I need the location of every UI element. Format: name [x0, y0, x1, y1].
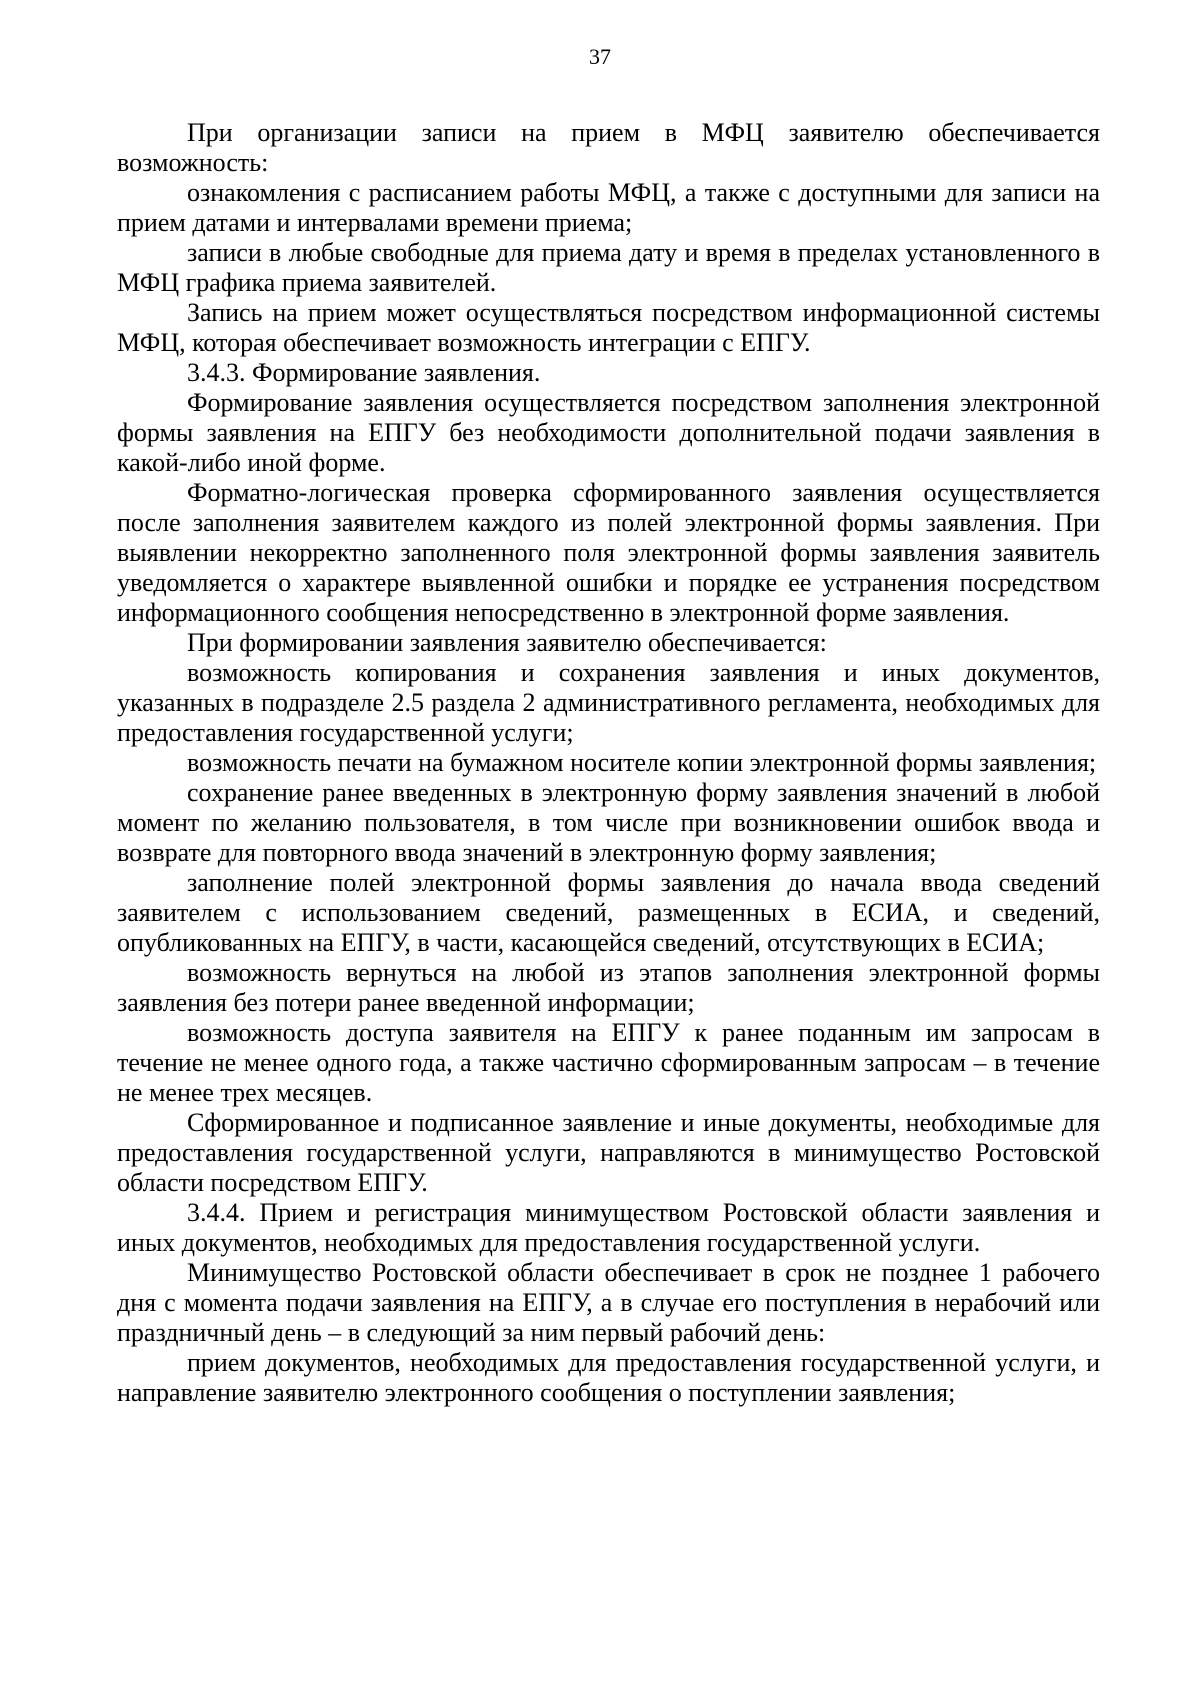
paragraph: сохранение ранее введенных в электронную форму заявления значений в любой момент по желанию пользователя, в том числе при возникновении ошибок ввода и возврате для повторного ввода значений в электронную форму заявления; [117, 778, 1100, 867]
paragraph: возможность доступа заявителя на ЕПГУ к ранее поданным им запросам в течение не менее одного года, а также частично сформированным запросам – в течение не менее трех месяцев. [117, 1018, 1100, 1107]
paragraph: При организации записи на прием в МФЦ заявителю обеспечивается возможность: [117, 118, 1100, 177]
paragraph: записи в любые свободные для приема дату и время в пределах установленного в МФЦ графика приема заявителей. [117, 238, 1100, 297]
paragraph: Формирование заявления осуществляется посредством заполнения электронной формы заявления на ЕПГУ без необходимости дополнительной подачи заявления в какой-либо иной форме. [117, 388, 1100, 477]
paragraph: возможность вернуться на любой из этапов заполнения электронной формы заявления без потери ранее введенной информации; [117, 958, 1100, 1017]
paragraph: возможность печати на бумажном носителе копии электронной формы заявления; [187, 748, 1097, 777]
paragraph: При формировании заявления заявителю обеспечивается: [187, 628, 827, 657]
paragraph: Форматно-логическая проверка сформированного заявления осуществляется после заполнения заявителем каждого из полей электронной формы заявления. При выявлении некорректно заполненного поля электронной формы заявления заявитель уведомляется о характере выявленной ошибки и порядке ее устранения посредством информационного сообщения непосредственно в электронной форме заявления. [117, 478, 1100, 627]
paragraph: Сформированное и подписанное заявление и иные документы, необходимые для предоставления государственной услуги, направляются в минимущество Ростовской области посредством ЕПГУ. [117, 1108, 1100, 1197]
paragraph: прием документов, необходимых для предоставления государственной услуги, и направление заявителю электронного сообщения о поступлении заявления; [117, 1348, 1100, 1407]
paragraph: Запись на прием может осуществляться посредством информационной системы МФЦ, которая обеспечивает возможность интеграции с ЕПГУ. [117, 298, 1100, 357]
section-heading: 3.4.4. Прием и регистрация минимуществом Ростовской области заявления и иных документов, необходимых для предоставления государственной услуги. [117, 1198, 1100, 1257]
paragraph: возможность копирования и сохранения заявления и иных документов, указанных в подразделе 2.5 раздела 2 административного регламента, необходимых для предоставления государственной услуги; [117, 658, 1100, 747]
section-heading: 3.4.3. Формирование заявления. [187, 358, 541, 387]
paragraph: заполнение полей электронной формы заявления до начала ввода сведений заявителем с использованием сведений, размещенных в ЕСИА, и сведений, опубликованных на ЕПГУ, в части, касающейся сведений, отсутствующих в ЕСИА; [117, 868, 1100, 957]
paragraph: ознакомления с расписанием работы МФЦ, а также с доступными для записи на прием датами и интервалами времени приема; [117, 178, 1100, 237]
document-body [117, 118, 1100, 1408]
page-number: 37 [589, 44, 611, 69]
paragraph: Минимущество Ростовской области обеспечивает в срок не позднее 1 рабочего дня с момента подачи заявления на ЕПГУ, а в случае его поступления в нерабочий или праздничный день – в следующий за ним первый рабочий день: [117, 1258, 1100, 1347]
